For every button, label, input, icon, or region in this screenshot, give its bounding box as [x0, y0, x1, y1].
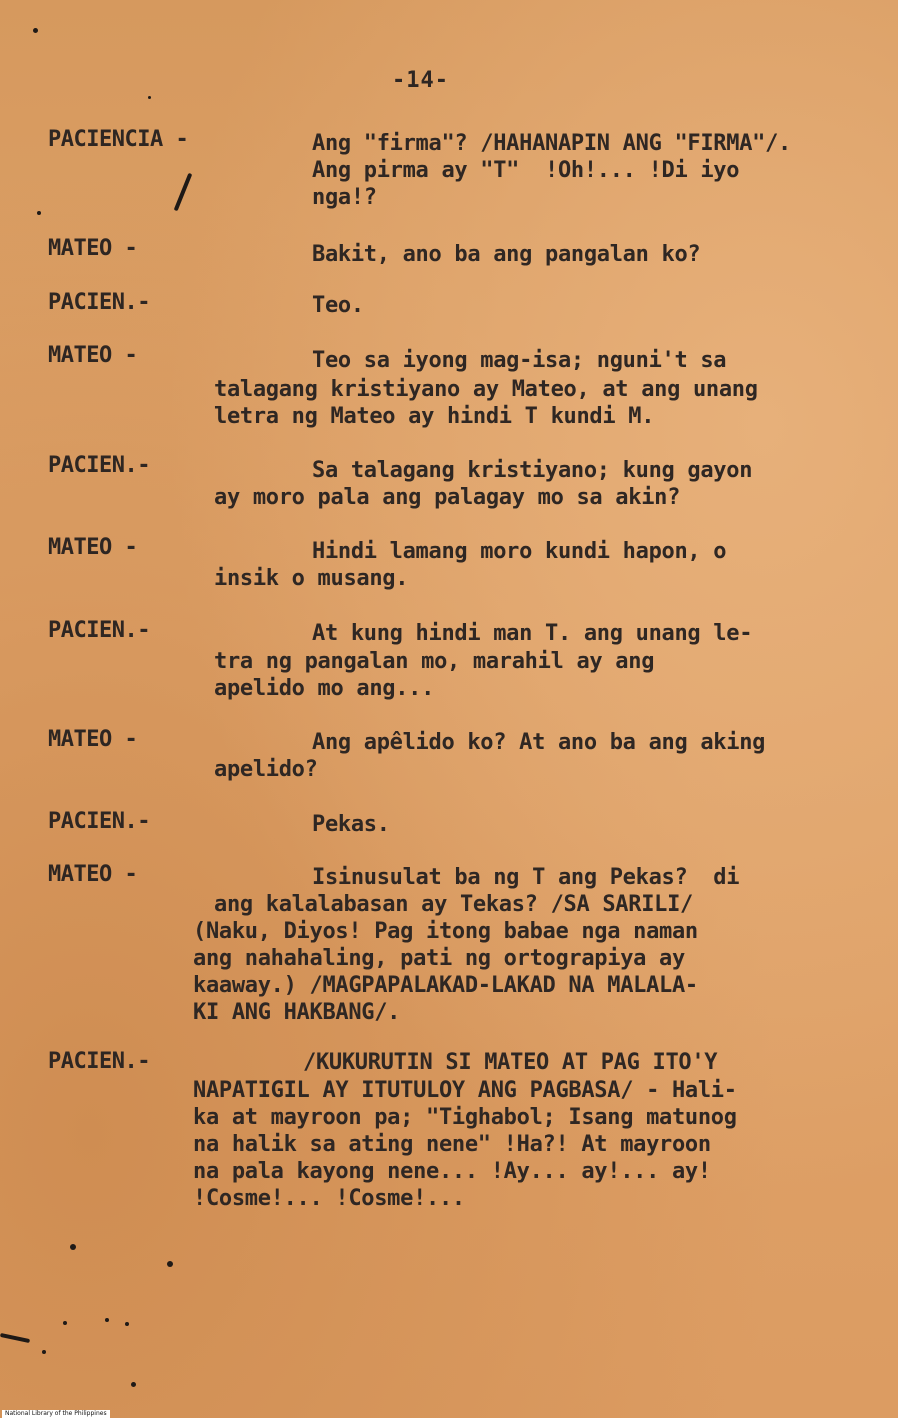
dialogue-line: insik o musang.	[214, 566, 409, 591]
dialogue-line: letra ng Mateo ay hindi T kundi M.	[214, 404, 655, 429]
dialogue-line: Ang "firma"? /HAHANAPIN ANG "FIRMA"/.	[312, 131, 791, 156]
speaker-label: MATEO -	[48, 862, 138, 887]
speaker-label: MATEO -	[48, 535, 138, 560]
dialogue-line: ay moro pala ang palagay mo sa akin?	[214, 485, 681, 510]
dialogue-line: Sa talagang kristiyano; kung gayon	[312, 458, 753, 483]
dialogue-line: na halik sa ating nene" !Ha?! At mayroon	[193, 1132, 711, 1157]
pen-mark	[174, 173, 193, 212]
dialogue-line: kaaway.) /MAGPAPALAKAD-LAKAD NA MALALA-	[193, 973, 698, 998]
dialogue-line: /KUKURUTIN SI MATEO AT PAG ITO'Y	[303, 1050, 718, 1075]
dialogue-line: apelido?	[214, 757, 318, 782]
speaker-label: PACIEN.-	[48, 1049, 150, 1074]
dialogue-line: ka at mayroon pa; "Tighabol; Isang matunog	[193, 1105, 737, 1130]
dialogue-line: ang nahahaling, pati ng ortograpiya ay	[193, 946, 685, 971]
dialogue-line: Hindi lamang moro kundi hapon, o	[312, 539, 727, 564]
speaker-label: PACIEN.-	[48, 618, 150, 643]
dialogue-line: Teo sa iyong mag-isa; nguni't sa	[312, 348, 727, 373]
dialogue-line: apelido mo ang...	[214, 676, 435, 701]
dialogue-line: Pekas.	[312, 812, 390, 837]
speaker-label: PACIEN.-	[48, 453, 150, 478]
dialogue-line: ang kalalabasan ay Tekas? /SA SARILI/	[214, 892, 693, 917]
dialogue-line: na pala kayong nene... !Ay... ay!... ay!	[193, 1159, 711, 1184]
dialogue-line: tra ng pangalan mo, marahil ay ang	[214, 649, 655, 674]
dialogue-line: Ang apêlido ko? At ano ba ang aking	[312, 730, 766, 755]
speaker-label: MATEO -	[48, 343, 138, 368]
dialogue-line: !Cosme!... !Cosme!...	[193, 1186, 465, 1211]
ink-speck	[131, 1382, 136, 1387]
dialogue-line: Ang pirma ay "T" !Oh!... !Di iyo	[312, 158, 740, 183]
speaker-label: MATEO -	[48, 236, 138, 261]
dialogue-line: nga!?	[312, 185, 377, 210]
dialogue-line: NAPATIGIL AY ITUTULOY ANG PAGBASA/ - Hali-	[193, 1078, 737, 1103]
ink-speck	[167, 1261, 173, 1267]
speaker-label: PACIEN.-	[48, 809, 150, 834]
dialogue-line: talagang kristiyano ay Mateo, at ang unang	[214, 377, 758, 402]
dialogue-line: KI ANG HAKBANG/.	[193, 1000, 401, 1025]
speaker-label: PACIEN.-	[48, 290, 150, 315]
speaker-label: PACIENCIA -	[48, 127, 189, 152]
ink-speck	[125, 1322, 129, 1326]
speaker-label: MATEO -	[48, 727, 138, 752]
ink-speck	[33, 28, 38, 33]
ink-speck	[105, 1318, 109, 1322]
ink-dash	[0, 1333, 30, 1343]
ink-speck	[148, 96, 151, 99]
ink-speck	[42, 1350, 46, 1354]
ink-speck	[63, 1321, 67, 1325]
dialogue-line: Bakit, ano ba ang pangalan ko?	[312, 242, 701, 267]
library-footer: National Library of the Philippines	[2, 1410, 110, 1418]
dialogue-line: Isinusulat ba ng T ang Pekas? di	[312, 865, 740, 890]
dialogue-line: Teo.	[312, 293, 364, 318]
page-number: -14-	[392, 68, 449, 93]
dialogue-line: At kung hindi man T. ang unang le-	[312, 621, 753, 646]
dialogue-line: (Naku, Diyos! Pag itong babae nga naman	[193, 919, 698, 944]
ink-speck	[37, 211, 41, 215]
ink-speck	[70, 1244, 76, 1250]
